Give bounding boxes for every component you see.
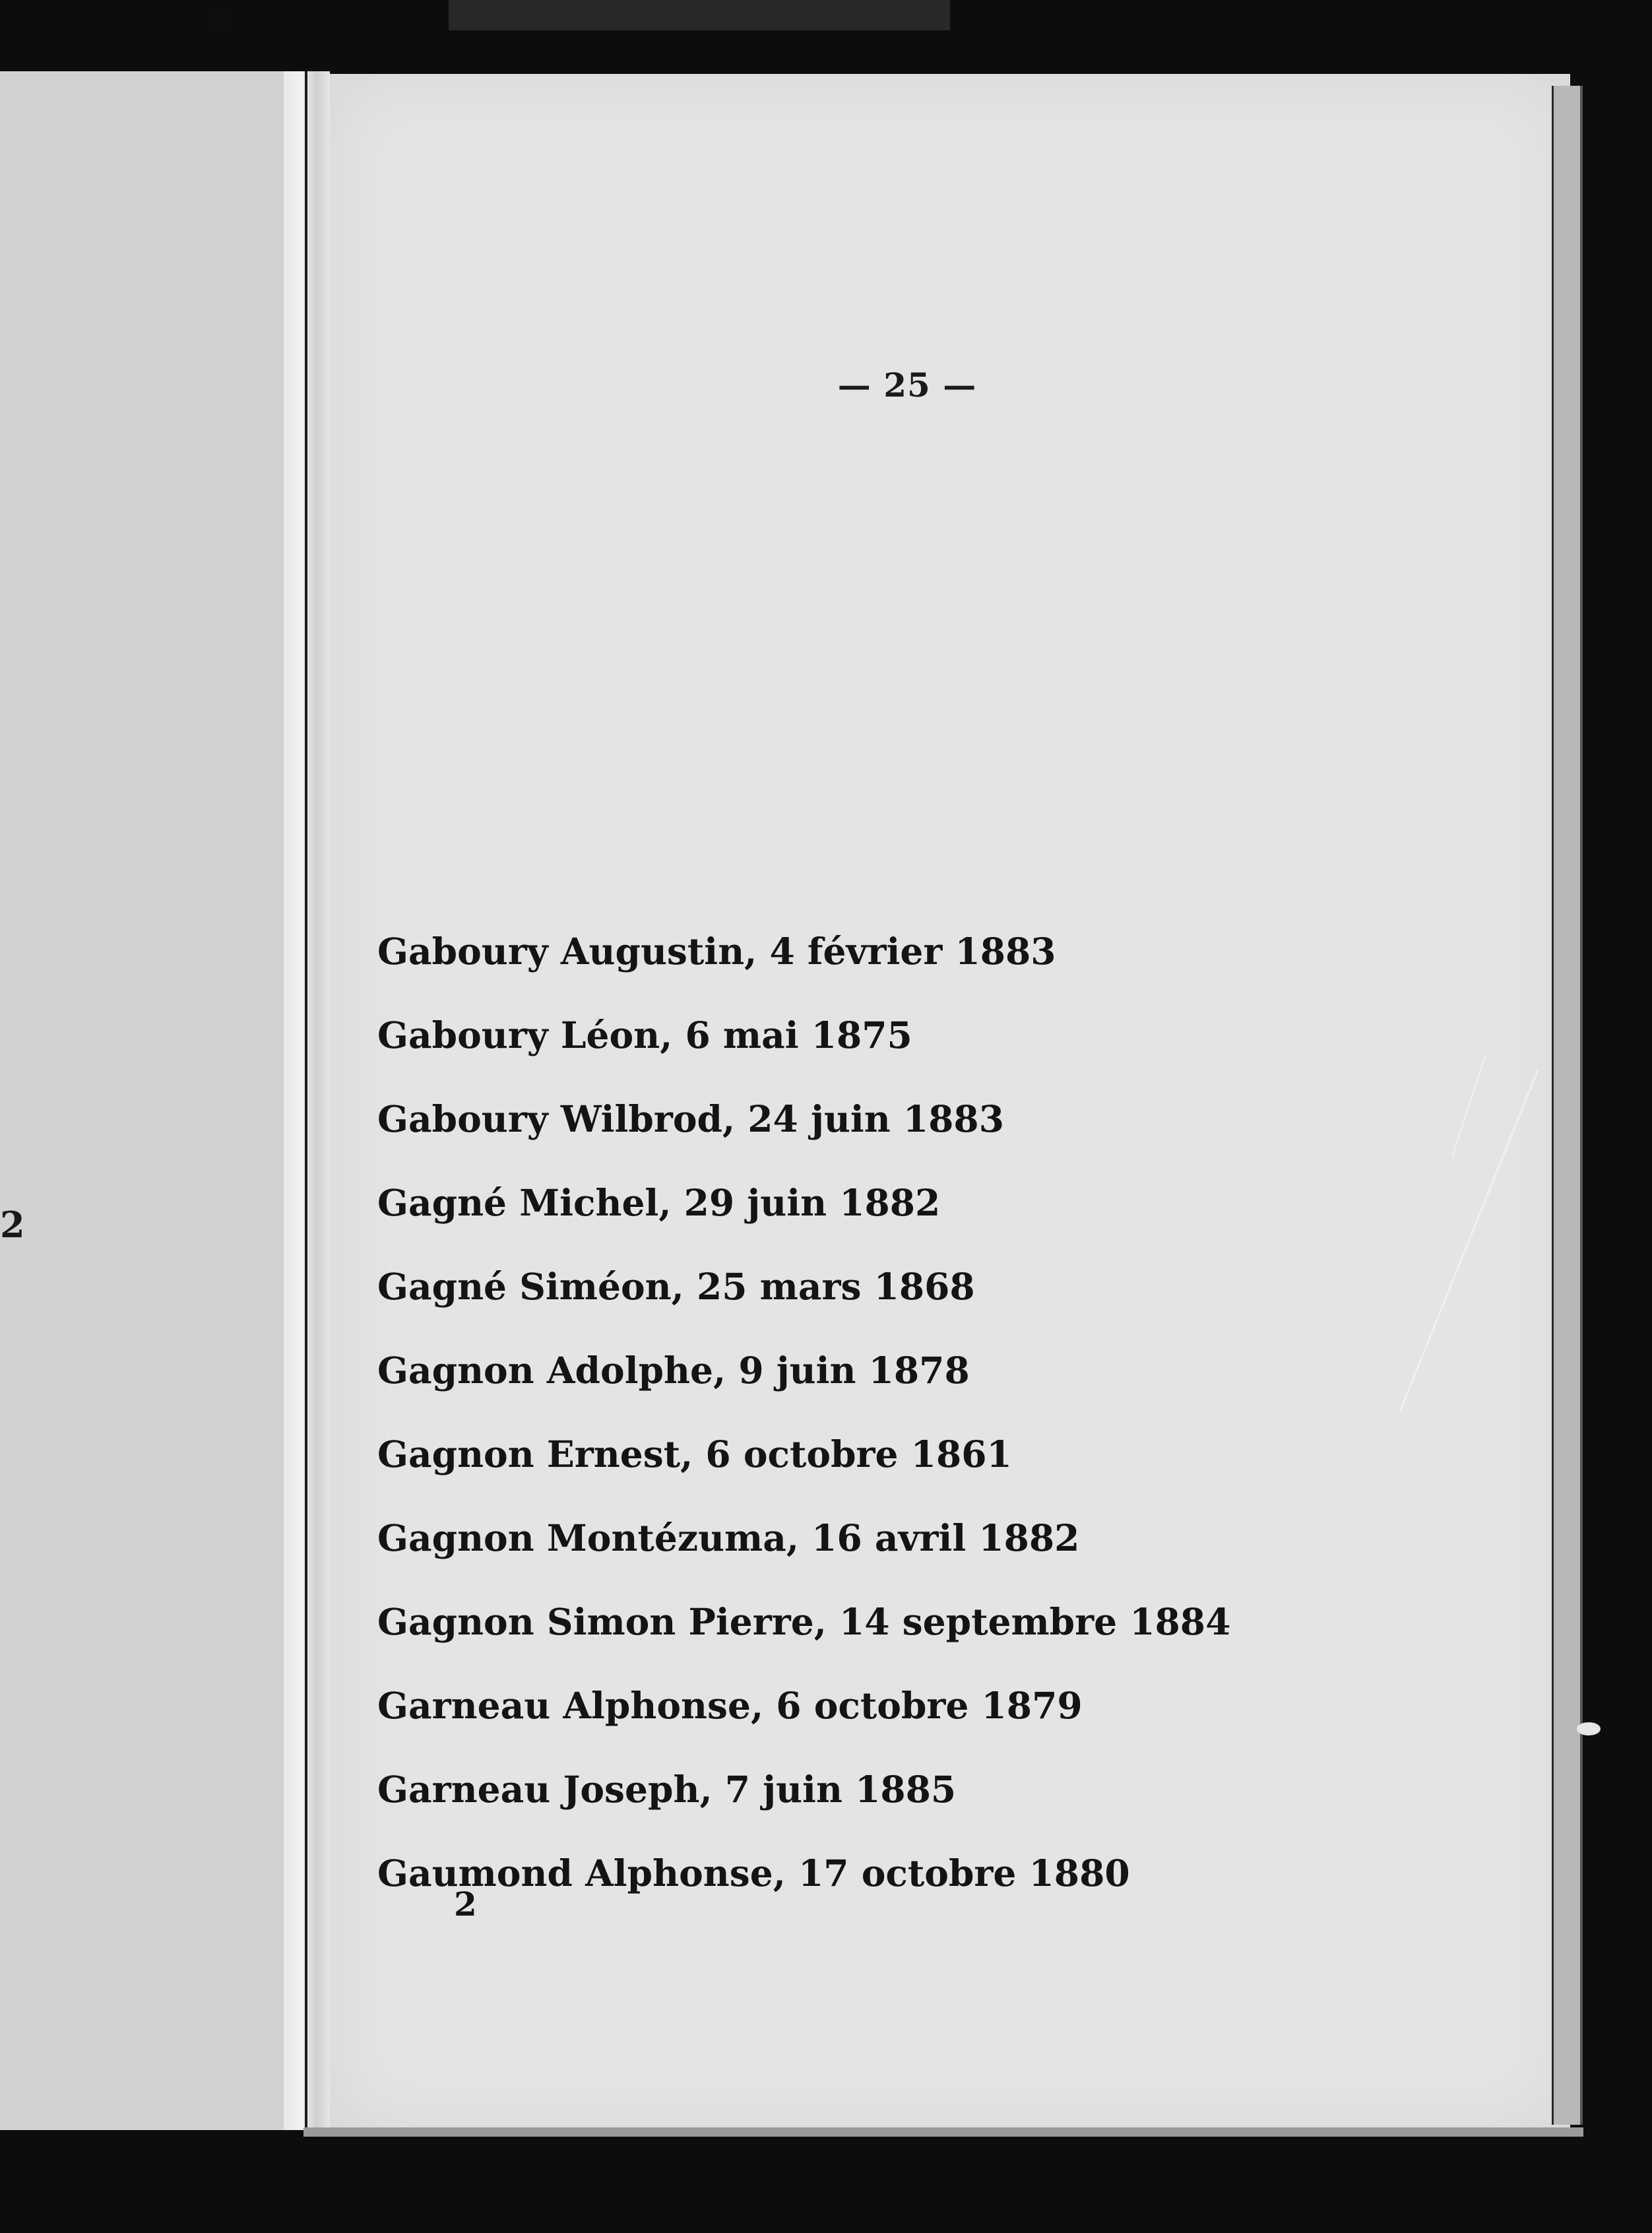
list-item: Gaboury Léon, 6 mai 1875 [377,1014,912,1056]
entry-list [377,909,1539,1915]
signature-mark: 2 [454,1885,477,1924]
list-item: Gagnon Montézuma, 16 avril 1882 [377,1516,1080,1559]
dust-speck [211,9,231,29]
list-item: Gaboury Wilbrod, 24 juin 1883 [377,1097,1004,1140]
list-item: Gagnon Ernest, 6 octobre 1861 [377,1433,1012,1475]
list-item: Gagné Michel, 29 juin 1882 [377,1181,941,1224]
list-item: Garneau Alphonse, 6 octobre 1879 [377,1684,1083,1727]
left-page-margin-mark: 2 [0,1204,25,1246]
list-item: Garneau Joseph, 7 juin 1885 [377,1768,957,1811]
dust-speck [1577,1722,1601,1735]
page-edge [1552,86,1583,2125]
list-item: Gagnon Simon Pierre, 14 septembre 1884 [377,1600,1231,1643]
page-number: — 25 — [837,366,977,405]
list-item: Gaumond Alphonse, 17 octobre 1880 [377,1852,1130,1894]
left-page [0,71,292,2130]
list-item: Gagnon Adolphe, 9 juin 1878 [377,1349,970,1392]
scan-top-artifact [449,0,950,30]
list-item: Gaboury Augustin, 4 février 1883 [377,930,1056,973]
gutter-edge-line [305,71,307,2130]
list-item: Gagné Siméon, 25 mars 1868 [377,1265,975,1308]
page-bottom-edge [303,2127,1583,2137]
